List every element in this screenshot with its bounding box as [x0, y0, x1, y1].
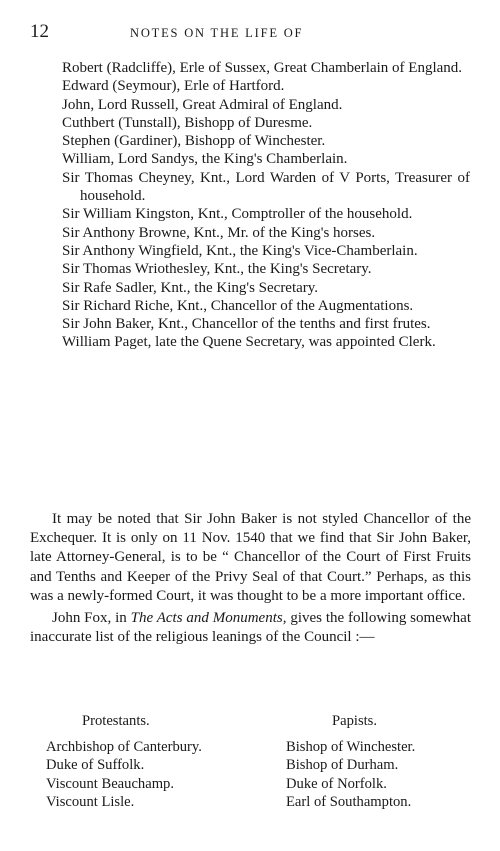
- papists-column: [286, 712, 470, 812]
- paragraph-baker-chancellor: It may be noted that Sir John Baker is not styled Chancellor of the Exchequer. It is only on 11 Nov. 1540 that we find that Sir John Baker, late Attorney-General, is to be “ Chancellor of the Court of First Fruits and Tenths and Keeper of the Privy Seal of that Court.” Perhaps, as this was a newly-formed Court, it was thought to be a more important office.: [30, 511, 471, 604]
- list-item: Bishop of Winchester.: [286, 738, 416, 755]
- column-heading: Papists.: [332, 713, 378, 729]
- list-item: Duke of Suffolk.: [46, 757, 145, 774]
- list-item: Sir Thomas Cheyney, Knt., Lord Warden of V Ports, Treasurer of household.: [62, 169, 470, 205]
- list-item: Sir Thomas Wriothesley, Knt., the King's Secretary.: [62, 261, 372, 278]
- running-head: NOTES ON THE LIFE OF: [130, 26, 304, 40]
- paragraph-text: John Fox, in: [52, 610, 131, 627]
- religious-leanings-table: [46, 712, 470, 822]
- protestants-list: [46, 738, 276, 812]
- list-item: Viscount Beauchamp.: [46, 775, 175, 792]
- list-item: John, Lord Russell, Great Admiral of England.: [62, 96, 343, 113]
- papists-list: [286, 738, 470, 812]
- list-item: William Paget, late the Quene Secretary, was appointed Clerk.: [62, 334, 436, 351]
- list-item: William, Lord Sandys, the King's Chamberlain.: [62, 151, 348, 168]
- paragraph-text: gives the following somewhat inaccurate list of the religious leanings of the Council :—: [30, 610, 472, 646]
- page-number: 12: [30, 21, 49, 42]
- page-header: [30, 20, 470, 44]
- list-item: Edward (Seymour), Erle of Hartford.: [62, 78, 285, 95]
- list-item: Bishop of Durham.: [286, 757, 399, 774]
- column-heading: Protestants.: [82, 713, 150, 729]
- list-item: Sir Anthony Wingfield, Knt., the King's Vice-Chamberlain.: [62, 242, 418, 259]
- list-item: Sir Anthony Browne, Knt., Mr. of the King's horses.: [62, 224, 376, 241]
- list-item: Earl of Southampton.: [286, 794, 412, 811]
- list-item: Sir William Kingston, Knt., Comptroller of the household.: [62, 206, 413, 223]
- list-item: Robert (Radcliffe), Erle of Sussex, Great Chamberlain of England.: [62, 60, 463, 76]
- list-item: Sir John Baker, Knt., Chancellor of the tenths and first frutes.: [62, 316, 431, 333]
- list-item: Viscount Lisle.: [46, 794, 135, 811]
- protestants-column: [46, 712, 276, 812]
- body-text: [30, 510, 471, 647]
- list-item: Stephen (Gardiner), Bishopp of Winchester.: [62, 133, 326, 150]
- list-item: Cuthbert (Tunstall), Bishopp of Duresme.: [62, 114, 313, 131]
- list-item: Archbishop of Canterbury.: [46, 738, 202, 755]
- list-item: Sir Rafe Sadler, Knt., the King's Secretary.: [62, 279, 319, 296]
- paragraph-fox-list: [30, 609, 471, 647]
- list-item: Sir Richard Riche, Knt., Chancellor of the Augmentations.: [62, 297, 414, 314]
- book-title: The Acts and Monuments,: [130, 610, 287, 627]
- list-item: Duke of Norfolk.: [286, 775, 387, 792]
- council-list: [62, 59, 470, 352]
